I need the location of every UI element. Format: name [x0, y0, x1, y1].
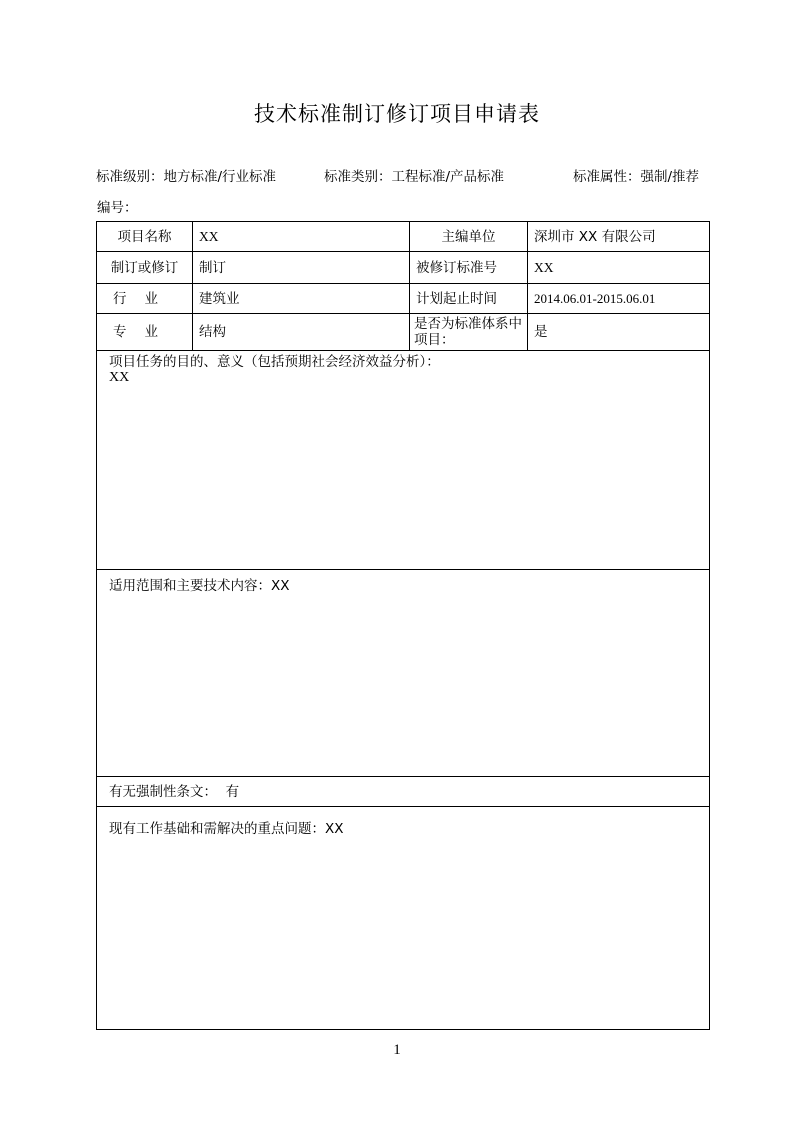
- value-revised-standard-no[interactable]: XX: [528, 252, 710, 284]
- label-specialty: 专业: [97, 314, 193, 351]
- standard-category: 标准类别：工程标准/产品标准: [324, 169, 505, 185]
- value-specialty[interactable]: 结构: [193, 314, 410, 351]
- value-industry[interactable]: 建筑业: [193, 284, 410, 314]
- standard-level: 标准级别：地方标准/行业标准: [96, 169, 277, 185]
- label-formulate-or-revise: 制订或修订: [97, 252, 193, 284]
- value-planned-period[interactable]: 2014.06.01-2015.06.01: [528, 284, 710, 314]
- table-row: [97, 252, 710, 284]
- value-chief-editor-unit[interactable]: 深圳市 XX 有限公司: [528, 222, 710, 252]
- value-formulate-or-revise[interactable]: 制订: [193, 252, 410, 284]
- table-row: [97, 222, 710, 252]
- table-row: [97, 570, 710, 777]
- label-project-name: 项目名称: [97, 222, 193, 252]
- scope-section[interactable]: 适用范围和主要技术内容：XX: [97, 570, 710, 777]
- page-number: 1: [393, 1042, 401, 1058]
- mandatory-clauses[interactable]: 有无强制性条文： 有: [97, 777, 710, 807]
- table-row: [97, 777, 710, 807]
- value-project-name[interactable]: XX: [193, 222, 410, 252]
- page-title: 技术标准制订修订项目申请表: [254, 102, 540, 126]
- application-form-table: [96, 221, 710, 1030]
- standard-attribute: 标准属性：强制/推荐: [573, 169, 700, 185]
- purpose-section[interactable]: [97, 351, 710, 570]
- form-number-label: 编号：: [97, 200, 138, 216]
- table-row: [97, 351, 710, 570]
- label-chief-editor-unit: 主编单位: [410, 222, 528, 252]
- label-planned-period: 计划起止时间: [410, 284, 528, 314]
- label-revised-standard-no: 被修订标准号: [410, 252, 528, 284]
- purpose-value: XX: [109, 370, 130, 385]
- table-row: [97, 284, 710, 314]
- label-in-standard-system: 是否为标准体系中项目：: [410, 314, 528, 351]
- label-industry: 行业: [97, 284, 193, 314]
- issues-section[interactable]: 现有工作基础和需解决的重点问题：XX: [97, 807, 710, 1030]
- value-in-standard-system[interactable]: 是: [528, 314, 710, 351]
- table-row: [97, 314, 710, 351]
- purpose-label: 项目任务的目的、意义（包括预期社会经济效益分析）：: [109, 354, 440, 370]
- table-row: [97, 807, 710, 1030]
